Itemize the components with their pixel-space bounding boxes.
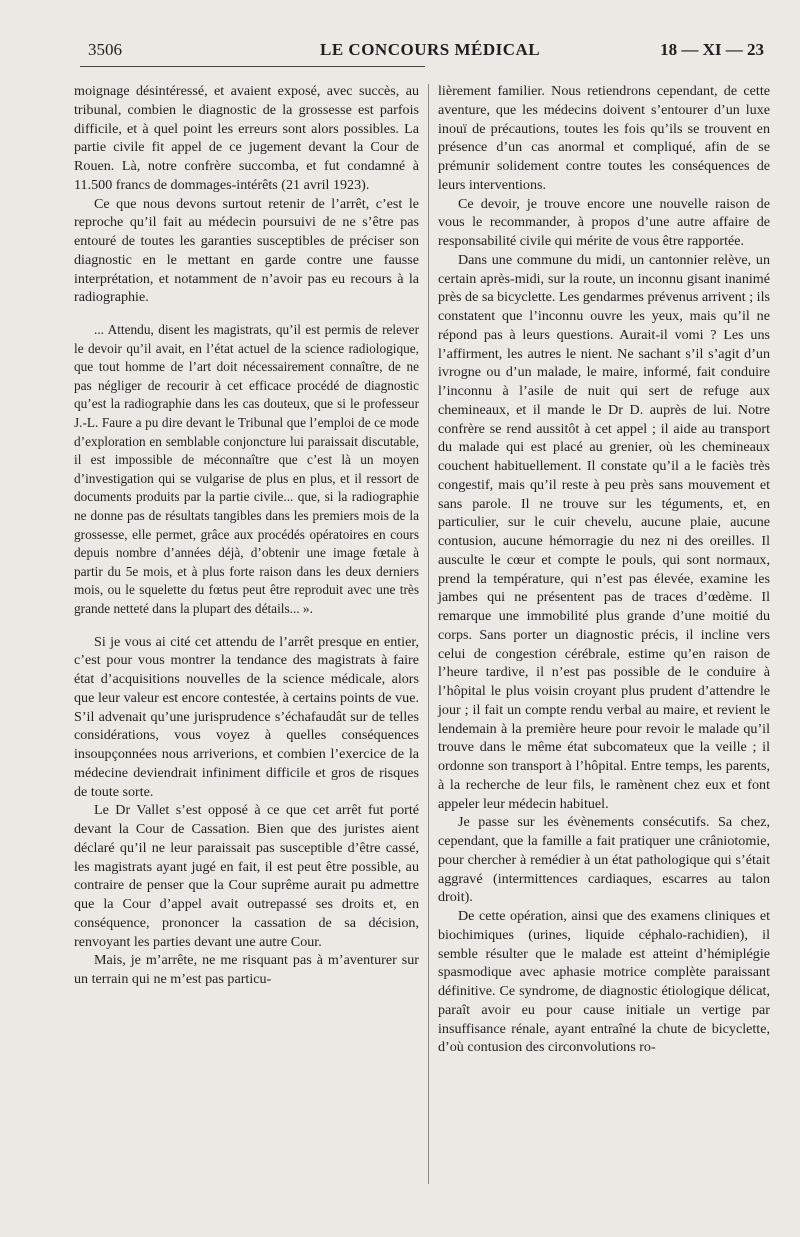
header-rule <box>80 66 425 67</box>
paragraph: Ce que nous devons surtout retenir de l’arrêt, c’est le reproche qu’il fait au médecin poursuivi de ne s’être pas entouré de toutes les garanties susceptibles de préciser son diagnostic en le mettant en garde contre une fausse interprétation, et notamment de n’avoir pas eu recours à la radiographie. <box>74 195 419 306</box>
page-number: 3506 <box>88 40 122 59</box>
paragraph: Si je vous ai cité cet attendu de l’arrêt presque en entier, c’est pour vous montrer la tendance des magistrats à faire état d’acquisitions nouvelles de la science médicale, alors que leur valeur est encore contestée, à certains points de vue. S’il advenait qu’une jurisprudence s’échafaudât sur de telles considérations, vous voyez à quelles conséquences insoupçonnées nous arriverions, et combien l’exercice de la médecine deviendrait infiniment difficile et gros de risques de toute sorte. <box>74 633 419 800</box>
paragraph: Je passe sur les évènements consécutifs. Sa chez, cependant, que la famille a fait pratiquer une crâniotomie, pour chercher à remédier à un état pathologique qui s’était aggravé (intermittences cardiaques, escarres au talon droit). <box>438 814 770 906</box>
paragraph: Ce devoir, je trouve encore une nouvelle raison de vous le recommander, à propos d’une autre affaire de responsabilité civile qui mérite de vous être rapportée. <box>438 195 770 249</box>
paragraph: Dans une commune du midi, un cantonnier relève, un certain après-midi, sur la route, un inconnu gisant inanimé près de sa bicyclette. Les gendarmes prévenus arrivent ; ils constatent que l’inconnu ouvre les yeux, mais qu’il ne répond pas à leurs questions. Aurait-il vomi ? Les uns l’affirment, les autres le nient. Ne sachant s’il s’agit d’un ivrogne ou d’un malade, le maire, informé, fait conduire l’inconnu à l’asile de nuit qui sert de refuge aux chemineaux, et il mande le Dr D. auprès de lui. Notre confrère se rend aussitôt à cet appel ; il aide au transport du malade qui est placé au grenier, où les chemineaux couchent habituellement. Il constate qu’il a le faciès très congestif, mais qu’il reste à peu près sans mouvement et sans parole. Il ne trouve sur les téguments, et, en particulier, sur le cuir chevelu, aucune plaie, aucune contusion, aucune hémorragie du nez ni des oreilles. Il ausculte le cœur et compte le pouls, qui sont normaux, prend la température, qui n’est pas élevée, examine les jambes qui ne présentent pas de traces d’œdème. Il remarque une immobilité plus grande d’une moitié du corps. Sans porter un diagnostic précis, il incline vers celui de congestion cérébrale, estime qu’en raison de l’heure tardive, il n’est pas possible de le conduire à l’hôpital le plus voisin croyant plus prudent d’attendre le jour ; il fait un compte rendu verbal au maire, et revient le lendemain à la première heure pour revoir le malade qu’il trouve dans le même état subcomateux que la veille ; il ordonne son transport à l’hôpital. Entre temps, les parents, à la recherche de leur fils, le ramènent chez eux et font appeler leur médecin habituel. <box>438 251 770 812</box>
right-column <box>438 82 770 1057</box>
paragraph: Mais, je m’arrête, ne me risquant pas à m’aventurer sur un terrain qui ne m’est pas particu- <box>74 952 419 987</box>
paragraph: De cette opération, ainsi que des examens cliniques et biochimiques (urines, liquide céphalo-rachidien), il semble résulter que le malade est atteint d’hémiplégie spasmodique avec aphasie motrice complète paraissant définitive. Ce syndrome, de diagnostic étiologique délicat, paraît avoir eu pour cause initiale un vertige par insuffisance rénale, ayant entraîné la chute de bicyclette, d’où contusion des circonvolutions ro- <box>438 908 770 1056</box>
paragraph: moignage désintéressé, et avaient exposé, avec succès, au tribunal, combien le diagnostic de la grossesse est parfois difficile, et à quel point les erreurs sont alors possibles. La partie civile fit appel de ce jugement devant la Cour de Rouen. Là, notre confrère succomba, et fut condamné à 11.500 francs de dommages-intérêts (21 avril 1923). <box>74 83 419 193</box>
left-column <box>74 82 419 989</box>
issue-date: 18 — XI — 23 <box>660 40 764 59</box>
column-divider <box>428 84 429 1184</box>
journal-title: LE CONCOURS MÉDICAL <box>320 40 541 59</box>
page-header <box>80 40 764 64</box>
paragraph: Le Dr Vallet s’est opposé à ce que cet arrêt fut porté devant la Cour de Cassation. Bien que des juristes aient déclaré qu’il ne leur paraissait pas susceptible d’être cassé, les magistrats ayant jugé en fait, il est peut être possible, au contraire de penser que la Cour suprême aurait pu admettre que la Cour d’appel avait outrepassé ses droits et, en conséquence, prononcer la cassation de sa décision, renvoyant les parties devant une autre Cour. <box>74 802 419 950</box>
paragraph: lièrement familier. Nous retiendrons cependant, de cette aventure, que les médecins doivent s’entourer d’un luxe inouï de précautions, toutes les fois qu’ils se trouvent en présence d’un cas anormal et compliqué, afin de se prémunir solidement contre toutes les conséquences de leurs interventions. <box>438 83 770 193</box>
court-quote: ... Attendu, disent les magistrats, qu’il est permis de relever le devoir qu’il avait, en l’état actuel de la science radiologique, que tout homme de l’art doit nécessairement connaître, de ne pas négliger de recourir à cet efficace procédé de diagnostic qu’est la radiographie dans les cas douteux, que si le professeur J.-L. Faure a pu dire devant le Tribunal que l’emploi de ce mode d’exploration en semblable conjoncture lui paraissait discutable, il est impossible de méconnaître que c’est là un moyen d’investigation qui se vulgarise de plus en plus, et il ressort de documents produits par la partie civile... que, si la radiographie ne donne pas de résultats tangibles dans les premiers mois de la grossesse, elle permet, grâce aux procédés opératoires en cours depuis nombre d’années déjà, d’obtenir une image fœtale à partir du 5e mois, et à plus forte raison dans les deux derniers mois, ou le squelette du fœtus peut être reproduit avec une très grande netteté dans la plupart des détails... ». <box>74 322 419 616</box>
